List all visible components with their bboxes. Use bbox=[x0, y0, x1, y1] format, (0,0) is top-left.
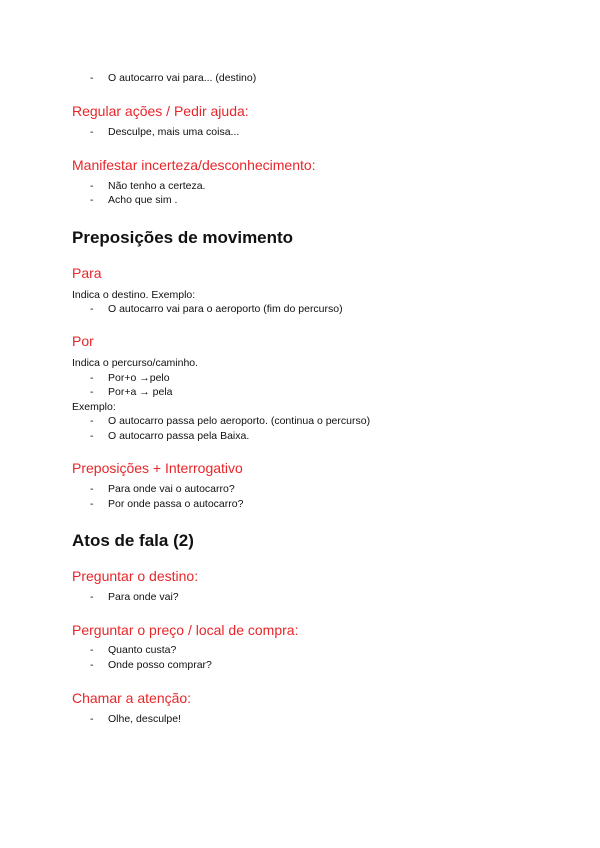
list-item: Para onde vai o autocarro? bbox=[108, 483, 235, 495]
list-bullet: - bbox=[90, 644, 94, 656]
paragraph: Indica o percurso/caminho. bbox=[72, 357, 199, 369]
list-bullet: - bbox=[90, 483, 94, 495]
list-item: Por+a → pela bbox=[108, 386, 173, 398]
paragraph: Indica o destino. Exemplo: bbox=[72, 289, 196, 301]
list-bullet: - bbox=[90, 194, 94, 206]
list-bullet: - bbox=[90, 430, 94, 442]
subheading-regular: Regular ações / Pedir ajuda: bbox=[72, 103, 249, 119]
list-bullet: - bbox=[90, 303, 94, 315]
paragraph: Exemplo: bbox=[72, 401, 116, 413]
subheading-destino: Preguntar o destino: bbox=[72, 568, 199, 584]
heading-atos: Atos de fala (2) bbox=[72, 531, 194, 550]
subheading-incerteza: Manifestar incerteza/desconhecimento: bbox=[72, 157, 316, 173]
subheading-interrogativo: Preposições + Interrogativo bbox=[72, 460, 243, 476]
list-bullet: - bbox=[90, 415, 94, 427]
list-item: Não tenho a certeza. bbox=[108, 180, 206, 192]
list-item: Desculpe, mais uma coisa... bbox=[108, 126, 240, 138]
list-bullet: - bbox=[90, 372, 94, 384]
subheading-por: Por bbox=[72, 333, 94, 349]
list-bullet: - bbox=[90, 180, 94, 192]
list-item: Olhe, desculpe! bbox=[108, 713, 181, 725]
list-item: O autocarro passa pela Baixa. bbox=[108, 430, 250, 442]
list-bullet: - bbox=[90, 498, 94, 510]
list-item: O autocarro vai para... (destino) bbox=[108, 72, 257, 84]
subheading-para: Para bbox=[72, 265, 102, 281]
list-item: O autocarro vai para o aeroporto (fim do percurso) bbox=[108, 303, 343, 315]
list-item: Acho que sim . bbox=[108, 194, 178, 206]
list-item: Para onde vai? bbox=[108, 591, 179, 603]
list-bullet: - bbox=[90, 72, 94, 84]
list-item: Onde posso comprar? bbox=[108, 659, 212, 671]
list-item: Por+o →pelo bbox=[108, 372, 170, 384]
subheading-atencao: Chamar a atenção: bbox=[72, 690, 192, 706]
list-bullet: - bbox=[90, 591, 94, 603]
list-bullet: - bbox=[90, 386, 94, 398]
list-bullet: - bbox=[90, 713, 94, 725]
list-bullet: - bbox=[90, 126, 94, 138]
list-item: O autocarro passa pelo aeroporto. (continua o percurso) bbox=[108, 415, 371, 427]
list-bullet: - bbox=[90, 659, 94, 671]
list-item: Quanto custa? bbox=[108, 644, 177, 656]
heading-preposicoes: Preposições de movimento bbox=[72, 228, 294, 247]
subheading-preco: Perguntar o preço / local de compra: bbox=[72, 622, 299, 638]
list-item: Por onde passa o autocarro? bbox=[108, 498, 244, 510]
